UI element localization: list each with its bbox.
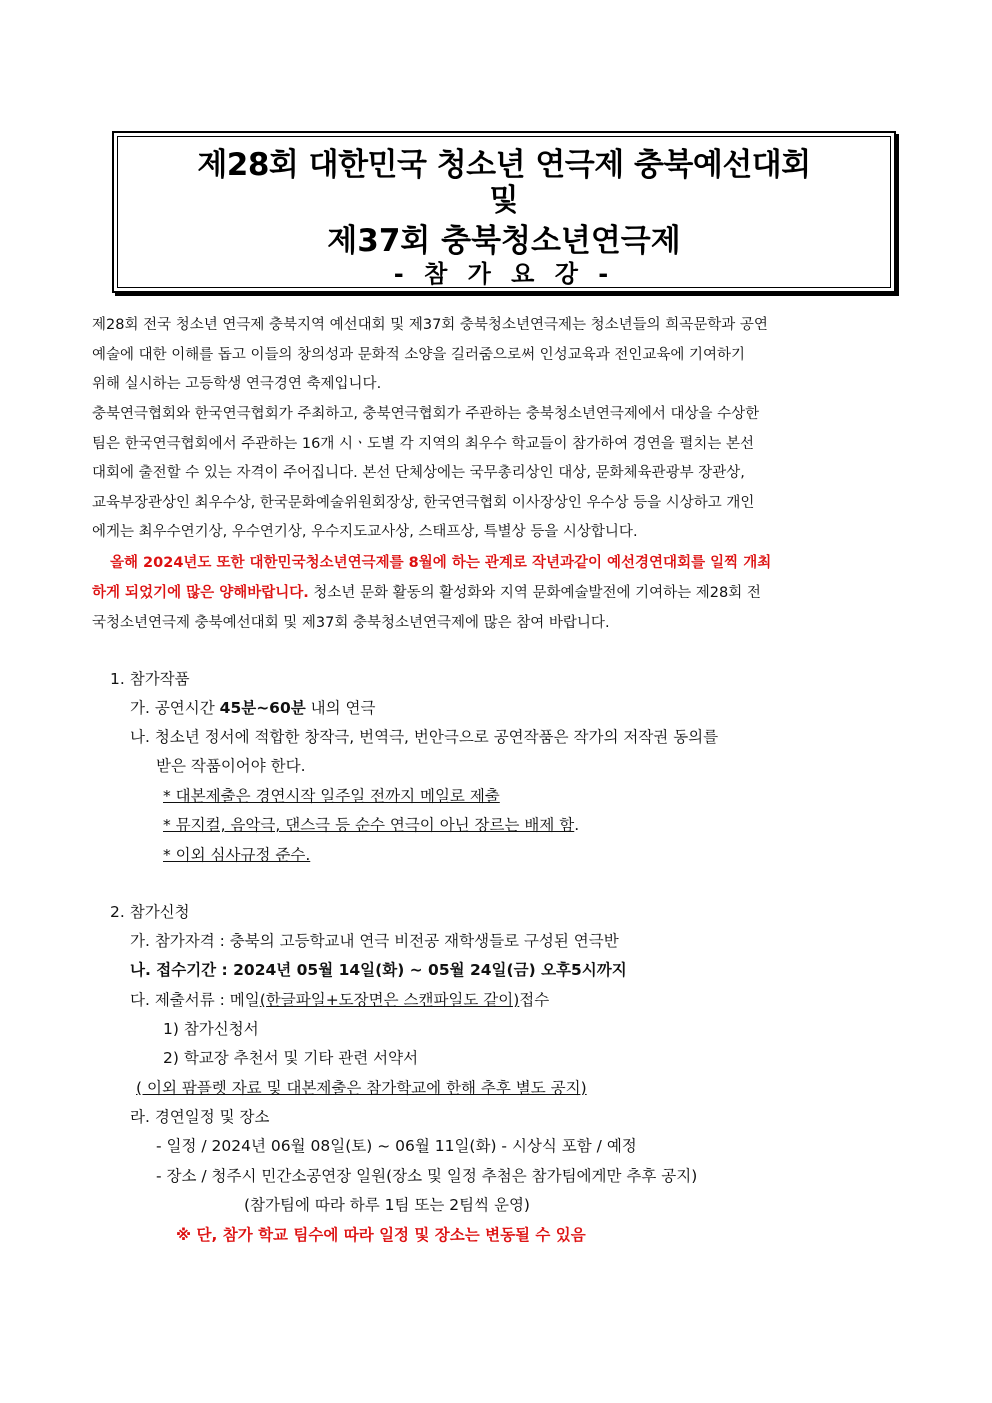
section2-item-c bbox=[130, 988, 549, 1010]
section2-item-a: 가. 참가자격 : 충북의 고등학교내 연극 비전공 재학생들로 구성된 연극반 bbox=[130, 932, 619, 950]
section1-a-suffix: 내의 연극 bbox=[305, 699, 376, 717]
intro-p3-line-3: 국청소년연극제 충북예선대회 및 제37회 충북청소년연극제에 많은 참여 바랍니다. bbox=[92, 615, 610, 631]
section1-note-2 bbox=[163, 813, 579, 835]
section2-c-underline: (한글파일+도장면은 스캔파일도 같이) bbox=[259, 991, 520, 1009]
title-line-1: 제28회 대한민국 청소년 연극제 충북예선대회 bbox=[197, 147, 811, 183]
section1-a-duration: 45분~60분 bbox=[219, 699, 306, 717]
section2-d-schedule: - 일정 / 2024년 06월 08일(토) ~ 06월 11일(화) - 시상식 포함 / 예정 bbox=[156, 1137, 637, 1155]
intro-p2-line-5: 에게는 최우수연기상, 우수연기상, 우수지도교사상, 스태프상, 특별상 등을 시상합니다. bbox=[92, 524, 638, 540]
intro-p1-line-2: 예술에 대한 이해를 돕고 이들의 창의성과 문화적 소양을 길러줌으로써 인성교육과 전인교육에 기여하기 bbox=[92, 347, 745, 363]
intro-p3-rest: 청소년 문화 활동의 활성화와 지역 문화예술발전에 기여하는 제28회 전 bbox=[308, 585, 761, 601]
intro-p1-line-1: 제28회 전국 청소년 연극제 충북지역 예선대회 및 제37회 충북청소년연극제는 청소년들의 희곡문학과 공연 bbox=[92, 317, 768, 333]
section1-item-a bbox=[130, 696, 375, 718]
intro-p2-line-1: 충북연극협회와 한국연극협회가 주최하고, 충북연극협회가 주관하는 충북청소년연극제에서 대상을 수상한 bbox=[92, 406, 760, 422]
section1-note-2-text: * 뮤지컬, 음악극, 댄스극 등 순수 연극이 아닌 장르는 배제 함 bbox=[163, 816, 575, 834]
section2-d-venue: - 장소 / 청주시 민간소공연장 일원(장소 및 일정 추첨은 참가팀에게만 추후 공지) bbox=[156, 1167, 698, 1185]
title-line-3: 제37회 충북청소년연극제 bbox=[327, 223, 681, 259]
section1-note-1: * 대본제출은 경연시작 일주일 전까지 메일로 제출 bbox=[163, 787, 500, 805]
section1-item-b-line-1: 나. 청소년 정서에 적합한 창작극, 번역극, 번안극으로 공연작품은 작가의 저작권 동의를 bbox=[130, 728, 719, 746]
intro-p3-line-1 bbox=[110, 549, 934, 579]
section1-note-2-end: . bbox=[574, 816, 580, 834]
section2-c-doc-2: 2) 학교장 추천서 및 기타 관련 서약서 bbox=[163, 1049, 419, 1067]
title-subtitle: - 참 가 요 강 - bbox=[393, 260, 615, 288]
section2-heading: 2. 참가신청 bbox=[110, 903, 190, 921]
intro-p3-line-2 bbox=[92, 579, 916, 609]
section2-c-note: ( 이외 팜플렛 자료 및 대본제출은 참가학교에 한해 추후 별도 공지) bbox=[136, 1079, 587, 1097]
section1-item-b-line-2: 받은 작품이어야 한다. bbox=[156, 757, 306, 775]
section2-warning: ※ 단, 참가 학교 팀수에 따라 일정 및 장소는 변동될 수 있음 bbox=[176, 1226, 586, 1244]
section2-item-d: 라. 경연일정 및 장소 bbox=[130, 1108, 270, 1126]
intro-p2-line-2: 팀은 한국연극협회에서 주관하는 16개 시ㆍ도별 각 지역의 최우수 학교들이 참가하여 경연을 펼치는 본선 bbox=[92, 436, 755, 452]
section1-note-3: * 이외 심사규정 준수. bbox=[163, 846, 311, 864]
section1-heading: 1. 참가작품 bbox=[110, 670, 190, 688]
section2-c-doc-1: 1) 참가신청서 bbox=[163, 1020, 259, 1038]
intro-p3-red-2: 하게 되었기에 많은 양해바랍니다. bbox=[92, 585, 309, 601]
intro-p1-line-3: 위해 실시하는 고등학생 연극경연 축제입니다. bbox=[92, 376, 382, 392]
section2-item-b: 나. 접수기간 : 2024년 05월 14일(화) ~ 05월 24일(금) 오후5시까지 bbox=[130, 961, 627, 979]
intro-p2-line-4: 교육부장관상인 최우수상, 한국문화예술위원회장상, 한국연극협회 이사장상인 우수상 등을 시상하고 개인 bbox=[92, 495, 755, 511]
title-box bbox=[112, 131, 896, 293]
intro-p2-line-3: 대회에 출전할 수 있는 자격이 주어집니다. 본선 단체상에는 국무총리상인 대상, 문화체육관광부 장관상, bbox=[92, 465, 745, 481]
section2-d-venue-note: (참가팀에 따라 하루 1팀 또는 2팀씩 운영) bbox=[244, 1196, 530, 1214]
section2-c-suffix: 접수 bbox=[519, 991, 550, 1009]
section1-a-prefix: 가. 공연시간 bbox=[130, 699, 220, 717]
intro-p3-red-1: 올해 2024년도 또한 대한민국청소년연극제를 8월에 하는 관계로 작년과같이 예선경연대회를 일찍 개최 bbox=[110, 555, 772, 571]
title-line-2: 및 bbox=[489, 183, 519, 218]
section2-c-prefix: 다. 제출서류 : 메일 bbox=[130, 991, 260, 1009]
